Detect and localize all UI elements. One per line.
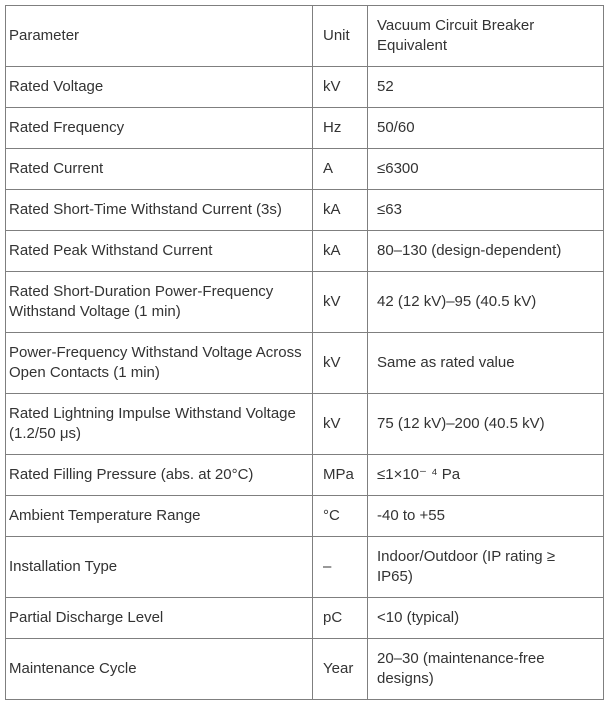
unit-cell: kA bbox=[313, 190, 368, 231]
value-cell: 80–130 (design-dependent) bbox=[368, 231, 604, 272]
parameter-cell: Rated Filling Pressure (abs. at 20°C) bbox=[6, 455, 313, 496]
parameter-cell: Rated Current bbox=[6, 149, 313, 190]
parameter-cell: Rated Voltage bbox=[6, 67, 313, 108]
table-row bbox=[6, 190, 604, 231]
table-row bbox=[6, 394, 604, 455]
value-cell: 52 bbox=[368, 67, 604, 108]
value-cell: ≤1×10⁻ ⁴ Pa bbox=[368, 455, 604, 496]
unit-cell: A bbox=[313, 149, 368, 190]
parameter-cell: Rated Short-Duration Power-Frequency Withstand Voltage (1 min) bbox=[6, 272, 313, 333]
value-cell: Same as rated value bbox=[368, 333, 604, 394]
parameter-cell: Rated Peak Withstand Current bbox=[6, 231, 313, 272]
unit-cell: kV bbox=[313, 272, 368, 333]
table-row bbox=[6, 333, 604, 394]
unit-cell: Year bbox=[313, 639, 368, 700]
table-row bbox=[6, 639, 604, 700]
parameter-cell: Power-Frequency Withstand Voltage Across Open Contacts (1 min) bbox=[6, 333, 313, 394]
table-row bbox=[6, 455, 604, 496]
parameter-cell: Rated Lightning Impulse Withstand Voltage (1.2/50 μs) bbox=[6, 394, 313, 455]
unit-cell: pC bbox=[313, 598, 368, 639]
table-row bbox=[6, 272, 604, 333]
unit-cell: MPa bbox=[313, 455, 368, 496]
value-cell: 20–30 (maintenance-free designs) bbox=[368, 639, 604, 700]
header-parameter: Parameter bbox=[6, 6, 313, 67]
value-cell: <10 (typical) bbox=[368, 598, 604, 639]
parameter-cell: Maintenance Cycle bbox=[6, 639, 313, 700]
value-cell: 75 (12 kV)–200 (40.5 kV) bbox=[368, 394, 604, 455]
value-cell: 50/60 bbox=[368, 108, 604, 149]
unit-cell: kA bbox=[313, 231, 368, 272]
value-cell: -40 to +55 bbox=[368, 496, 604, 537]
table-header-row bbox=[6, 6, 604, 67]
value-cell: Indoor/Outdoor (IP rating ≥ IP65) bbox=[368, 537, 604, 598]
table-row bbox=[6, 231, 604, 272]
parameter-cell: Installation Type bbox=[6, 537, 313, 598]
parameter-cell: Ambient Temperature Range bbox=[6, 496, 313, 537]
header-unit: Unit bbox=[313, 6, 368, 67]
table-row bbox=[6, 598, 604, 639]
header-value: Vacuum Circuit Breaker Equivalent bbox=[368, 6, 604, 67]
table-row bbox=[6, 67, 604, 108]
specifications-table bbox=[5, 5, 604, 700]
parameter-cell: Partial Discharge Level bbox=[6, 598, 313, 639]
value-cell: ≤63 bbox=[368, 190, 604, 231]
value-cell: ≤6300 bbox=[368, 149, 604, 190]
unit-cell: kV bbox=[313, 333, 368, 394]
unit-cell: kV bbox=[313, 67, 368, 108]
parameter-cell: Rated Frequency bbox=[6, 108, 313, 149]
table-row bbox=[6, 149, 604, 190]
table-row bbox=[6, 108, 604, 149]
unit-cell: °C bbox=[313, 496, 368, 537]
parameter-cell: Rated Short-Time Withstand Current (3s) bbox=[6, 190, 313, 231]
unit-cell: – bbox=[313, 537, 368, 598]
unit-cell: kV bbox=[313, 394, 368, 455]
table-row bbox=[6, 537, 604, 598]
value-cell: 42 (12 kV)–95 (40.5 kV) bbox=[368, 272, 604, 333]
unit-cell: Hz bbox=[313, 108, 368, 149]
table-row bbox=[6, 496, 604, 537]
